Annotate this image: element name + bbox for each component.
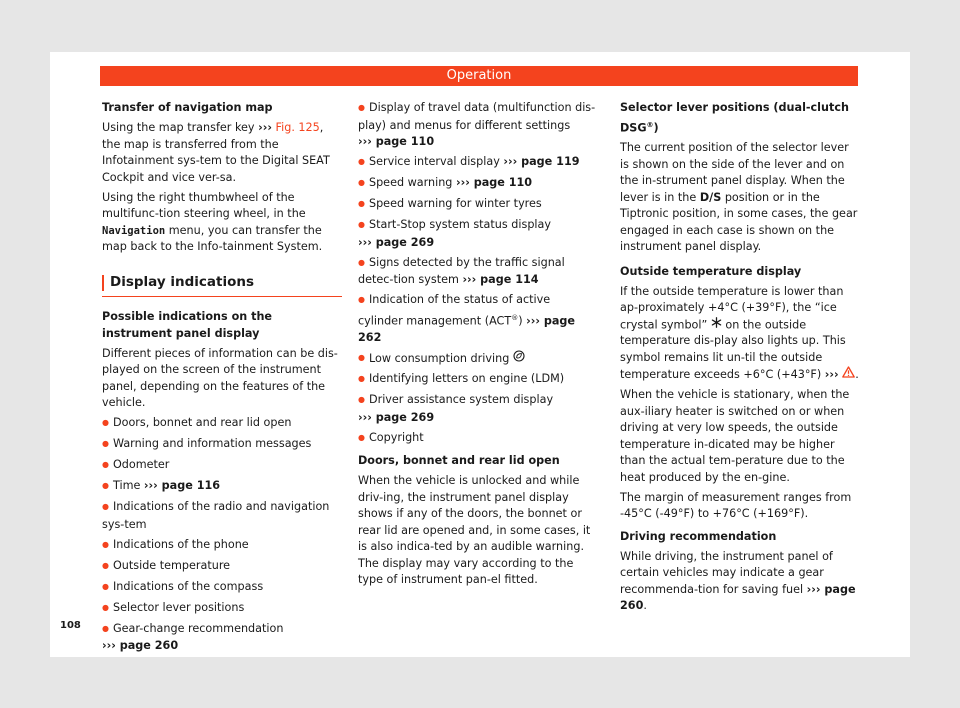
transfer-title: Transfer of navigation map <box>102 101 273 114</box>
list-item: ● Identifying letters on engine (LDM) <box>358 371 598 389</box>
navigation-menu-label: Navigation <box>102 224 166 237</box>
eco-icon <box>513 350 525 368</box>
section-title: Display indications <box>102 274 342 298</box>
bullet-list <box>102 415 342 655</box>
list-item: ● Speed warning ››› page 110 <box>358 175 598 193</box>
manual-page <box>50 52 910 657</box>
page-number: 108 <box>60 620 81 631</box>
ice-crystal-icon <box>711 317 722 334</box>
list-item: ● Outside temperature <box>102 558 342 576</box>
selector-title: Selector lever positions (dual-clutch DSG®) <box>620 101 849 135</box>
warning-triangle-icon[interactable] <box>842 366 855 384</box>
list-item: ● Indication of the status of active cylinder management (ACT®) ››› page 262 <box>358 292 598 346</box>
outside-paragraph-1: If the outside temperature is lower than ap-proximately +4°C (+39°F), the “ice crystal symbol” on the outside temperature dis-play also lights up. This symbol remains lit un-til the outside temperature exceeds +6°C (+43°F) ››› . <box>620 284 860 384</box>
list-item: ● Display of travel data (multifunction dis-play) and menus for different settings ››› page 110 <box>358 100 598 151</box>
column-middle <box>358 100 598 592</box>
column-right <box>620 100 860 618</box>
list-item: ● Indications of the radio and navigation sys-tem <box>102 499 342 533</box>
page-link[interactable]: ››› page 116 <box>143 479 221 492</box>
transfer-paragraph-1: Using the map transfer key ››› Fig. 125, the map is transferred from the Infotainment sys-tem to the Digital SEAT Cockpit and vice ver-sa. <box>102 121 330 184</box>
list-item: ● Indications of the compass <box>102 579 342 597</box>
column-left <box>102 100 342 658</box>
list-item: ● Start-Stop system status display ››› page 269 <box>358 217 598 251</box>
doors-paragraph: When the vehicle is unlocked and while driv-ing, the instrument panel display shows if any of the doors, the bonnet or rear lid are opened and, in some cases, it is also indica-ted by an audible warning. The display may vary according to the type of instrument pan-el fitted. <box>358 474 591 587</box>
page-link[interactable]: ››› page 119 <box>503 155 580 168</box>
page-link[interactable]: ››› page 110 <box>455 176 533 189</box>
page-link[interactable]: ››› page 269 <box>358 410 435 424</box>
bullet-list <box>358 100 598 447</box>
page-link[interactable]: ››› page 269 <box>358 235 435 249</box>
list-item: ● Speed warning for winter tyres <box>358 196 598 214</box>
transfer-paragraph-2: Using the right thumbwheel of the multifunc-tion steering wheel, in the Navigation menu, you can transfer the map back to the Info-tainment System. <box>102 190 323 253</box>
list-item: ● Copyright <box>358 430 598 448</box>
outside-paragraph-2: When the vehicle is stationary, when the aux-iliary heater is switched on or when driving at very low speeds, the outside temperature in-dicated may be higher than the actual tem-perature due to the heat produced by the en-gine. <box>620 388 850 484</box>
list-item: ● Odometer <box>102 457 342 475</box>
doors-title: Doors, bonnet and rear lid open <box>358 454 560 468</box>
list-item: ● Service interval display ››› page 119 <box>358 154 598 172</box>
page-link[interactable]: ››› page 114 <box>462 273 539 286</box>
possible-title: Possible indications on the instrument panel display <box>102 310 273 340</box>
list-item: ● Selector lever positions <box>102 600 342 618</box>
page-link[interactable]: ››› page 110 <box>358 135 435 148</box>
fig-link[interactable]: Fig. 125 <box>271 121 320 134</box>
list-item: ● Doors, bonnet and rear lid open <box>102 415 342 433</box>
list-item: ● Driver assistance system display ››› page 269 <box>358 392 598 426</box>
list-item: ● Time ››› page 116 <box>102 478 342 496</box>
list-item: ● Low consumption driving <box>358 350 598 368</box>
list-item: ● Signs detected by the traffic signal detec-tion system ››› page 114 <box>358 255 598 289</box>
section-header: Operation <box>100 66 858 86</box>
page-link[interactable]: ››› page 260 <box>620 582 856 613</box>
outside-title: Outside temperature display <box>620 264 802 278</box>
possible-paragraph: Different pieces of information can be dis-played on the screen of the instrument panel, depending on the features of the vehicle. <box>102 346 338 409</box>
page-link[interactable]: ››› page 262 <box>358 314 575 344</box>
driving-paragraph: While driving, the instrument panel of certain vehicles may indicate a gear recommenda-tion for saving fuel ››› page 260. <box>620 549 856 613</box>
page-link[interactable]: ››› page 260 <box>102 639 179 652</box>
list-item: ● Indications of the phone <box>102 537 342 555</box>
list-item: ● Gear-change recommendation ››› page 260 <box>102 621 342 655</box>
outside-paragraph-3: The margin of measurement ranges from -45°C (-49°F) to +76°C (+169°F). <box>620 490 852 521</box>
selector-paragraph: The current position of the selector lever is shown on the side of the lever and on the in-strument panel display. When the lever is in the D/S position or in the Tiptronic position, in some cases, the gear engaged in each case is shown on the instrument panel display. <box>620 141 858 254</box>
ds-label: D/S <box>699 190 722 204</box>
list-item: ● Warning and information messages <box>102 436 342 454</box>
driving-title: Driving recommendation <box>620 529 777 543</box>
